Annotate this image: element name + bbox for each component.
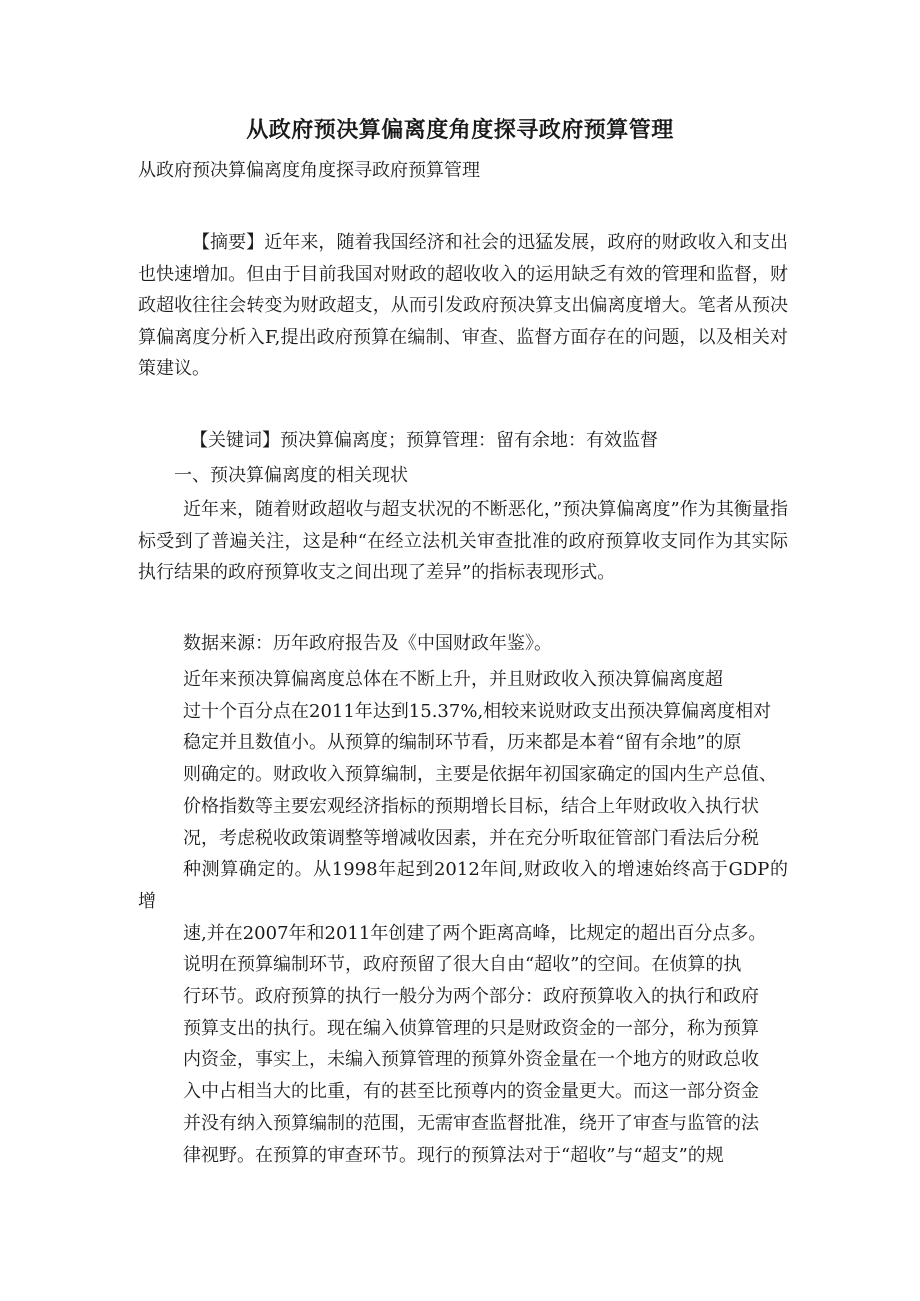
paragraph-line: 说明在预算编制环节，政府预留了很大自由“超收”的空间。在侦算的执 (183, 954, 742, 976)
data-source-note: 数据来源：历年政府报告及《中国财政年鉴》。 (183, 633, 552, 654)
keywords-text: 预决算偏离度；预算管理：留有余地：有效监督 (280, 430, 658, 451)
section-heading: 一、预决算偏离度的相关现状 (174, 465, 408, 486)
keywords-line (190, 425, 658, 457)
paragraph-line: 入中占相当大的比重，有的甚至比预尊内的资金量更大。而这一部分资金 (183, 1081, 759, 1103)
paragraph-line: 价格指数等主要宏观经济指标的预期增长目标，结合上年财政收入执行状 (183, 795, 759, 817)
paragraph-line: 律视野。在预算的审查环节。现行的预算法对于“超收”与“超支”的规 (183, 1144, 724, 1166)
paragraph-line: 况，考虑税收政策调整等增减收因素，并在充分听取征管部门看法后分税 (183, 827, 759, 849)
document-title: 从政府预决算偏离度角度探寻政府预算管理 (246, 118, 674, 143)
keywords-label: 【关键词】 (190, 430, 280, 451)
body-paragraph-2 (138, 664, 788, 1171)
body-paragraph-1: 近年来，随着财政超收与超支状况的不断恶化，”预决算偏离度”作为其衡量指标受到了普遍关注，这是种“在经立法机关审查批准的政府预算收支同作为其实际执行结果的政府预算收支之间出现了差异”的指标表现形式。 (138, 499, 788, 583)
abstract-text: 近年来，随着我国经济和社会的迅猛发展，政府的财政收入和支出也快速增加。但由于目前我国对财政的超收收入的运用缺乏有效的管理和监督，财政超收往往会转变为财政超支，从而引发政府预决算支出偏离度增大。笔者从预决算偏离度分析入F,提出政府预算在编制、审查、监督方面存在的问题，以及相关对策建议。 (138, 232, 788, 379)
paragraph-line: 并没有纳入预算编制的范围，无需审查监督批准，绕开了审查与监管的法 (183, 1112, 759, 1134)
paragraph-line: 过十个百分点在2011年达到15.37%,相较来说财政支出预决算偏离度相对 (183, 700, 772, 722)
document-subtitle: 从政府预决算偏离度角度探寻政府预算管理 (138, 160, 480, 181)
paragraph-line: 预算支出的执行。现在编入侦算管理的只是财政资金的一部分，称为预算 (183, 1017, 759, 1039)
abstract-label: 【摘要】 (192, 232, 265, 253)
paragraph-line: 内资金，事实上，未编入预算管理的预算外资金量在一个地方的财政总收 (183, 1049, 759, 1071)
paragraph-line: 种测算确定的。从1998年起到2012年间,财政收入的增速始终高于GDP的增 (138, 859, 788, 912)
paragraph-line: 近年来预决算偏离度总体在不断上升，并且财政收入预决算偏离度超 (183, 669, 723, 690)
paragraph-line: 则确定的。财政收入预算编制，主要是依据年初国家确定的国内生产总值、 (183, 764, 777, 786)
paragraph-line: 稳定并且数值小。从预算的编制环节看，历来都是本着“留有余地”的原 (183, 732, 742, 754)
abstract-paragraph (138, 227, 788, 385)
paragraph-line: 行环节。政府预算的执行一般分为两个部分：政府预算收入的执行和政府 (183, 986, 759, 1008)
paragraph-line: 速,并在2007年和2011年创建了两个距离高峰，比规定的超出百分点多。 (183, 922, 767, 944)
